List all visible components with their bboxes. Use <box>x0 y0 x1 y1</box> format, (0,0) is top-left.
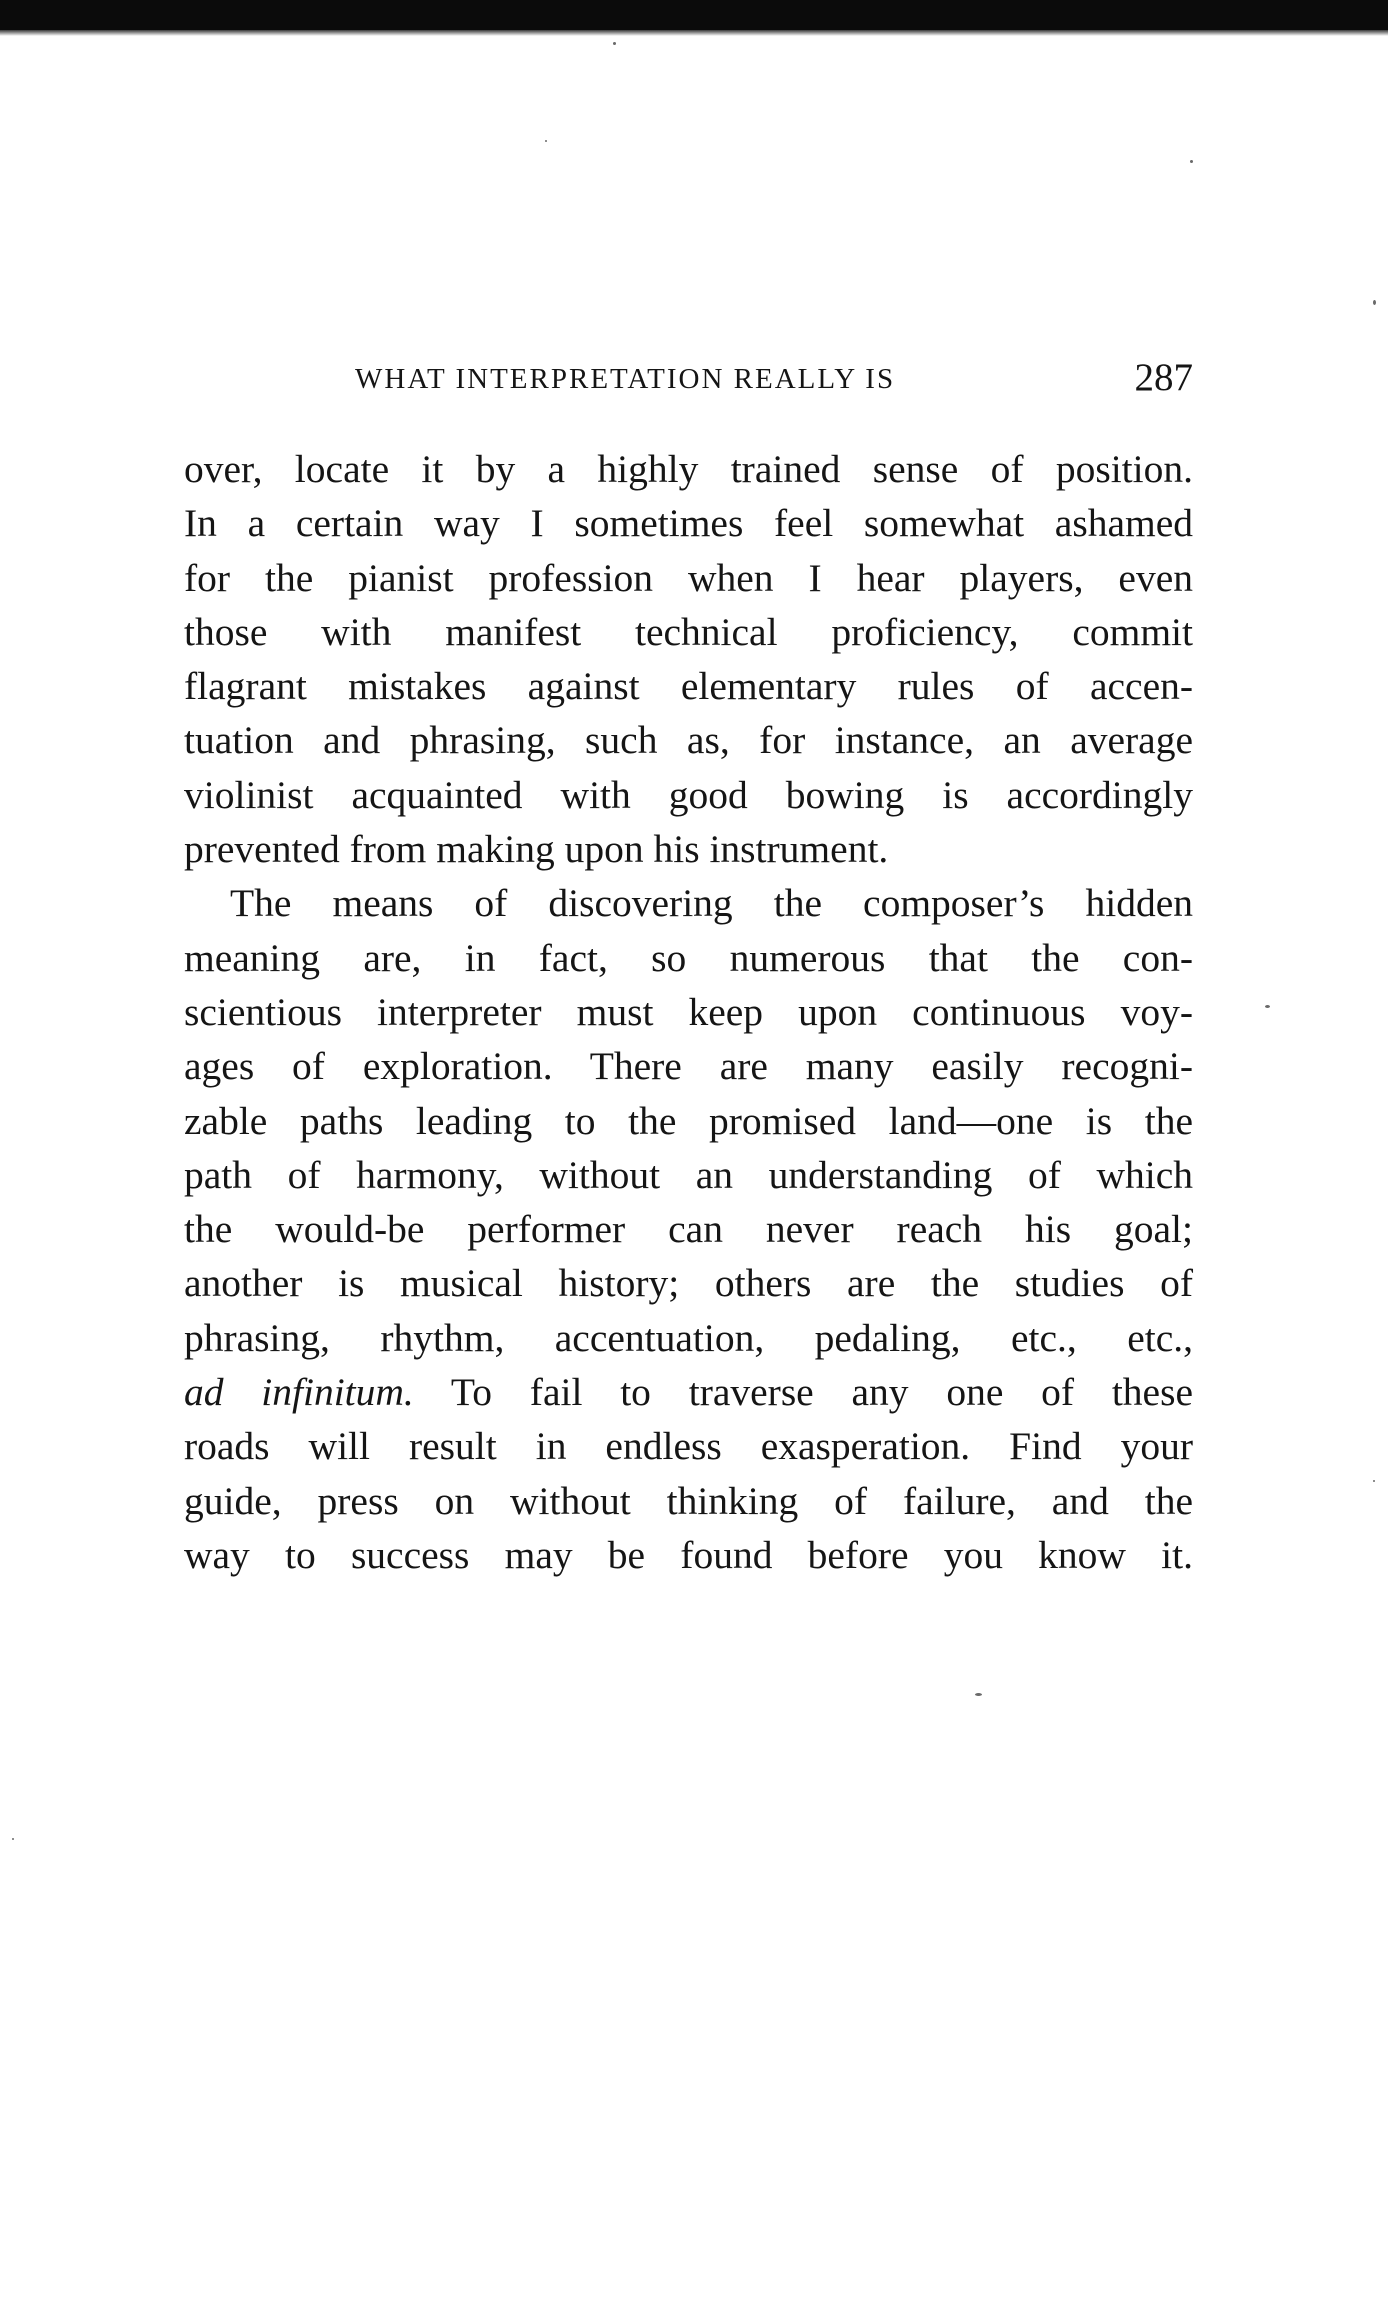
scan-top-edge <box>0 0 1388 30</box>
text-line: another is musical history; others are the studies of <box>184 1261 1193 1306</box>
scan-speck <box>613 42 616 45</box>
text-line: prevented from making upon his instrument. <box>184 827 889 872</box>
scan-top-edge-shadow <box>0 30 1388 36</box>
text-line-rest: To fail to traverse any one of these <box>413 1370 1193 1415</box>
paragraph <box>184 442 1193 876</box>
text-line: the would-be performer can never reach his goal; <box>184 1207 1193 1252</box>
text-line: guide, press on without thinking of failure, and the <box>184 1478 1193 1523</box>
text-line: tuation and phrasing, such as, for instance, an average <box>184 718 1193 763</box>
text-line: violinist acquainted with good bowing is accordingly <box>184 772 1193 817</box>
text-line: those with manifest technical proficiency, commit <box>184 609 1193 654</box>
text-line: scientious interpreter must keep upon continuous voy- <box>184 989 1193 1034</box>
page-number: 287 <box>1134 356 1193 399</box>
text-line-with-italic <box>184 1365 1193 1419</box>
scan-speck <box>12 1838 14 1840</box>
paragraph <box>184 876 1193 1582</box>
scan-speck <box>1373 1480 1375 1482</box>
scan-speck <box>1373 300 1376 305</box>
running-head-title: WHAT INTERPRETATION REALLY IS <box>355 363 896 395</box>
text-line: roads will result in endless exasperation. Find your <box>184 1424 1193 1469</box>
scan-speck <box>545 140 547 142</box>
scan-speck <box>975 1693 982 1696</box>
text-line: zable paths leading to the promised land—one is the <box>184 1098 1193 1143</box>
text-line: meaning are, in fact, so numerous that the con- <box>184 935 1193 980</box>
text-line: path of harmony, without an understanding of which <box>184 1152 1193 1197</box>
text-line: In a certain way I sometimes feel somewhat ashamed <box>184 501 1193 546</box>
italic-phrase: ad infinitum. <box>184 1370 414 1415</box>
text-line: for the pianist profession when I hear players, even <box>184 555 1193 600</box>
text-line: way to success may be found before you know it. <box>184 1532 1193 1577</box>
body-text <box>184 442 1193 1582</box>
text-line: ages of exploration. There are many easily recogni- <box>184 1044 1193 1089</box>
scan-speck <box>1190 160 1193 163</box>
running-head <box>355 355 1193 405</box>
text-line: flagrant mistakes against elementary rules of accen- <box>184 664 1193 709</box>
text-line: over, locate it by a highly trained sense of position. <box>184 447 1193 491</box>
text-line: The means of discovering the composer’s hidden <box>230 881 1193 926</box>
scan-speck <box>1265 1005 1270 1008</box>
text-line: phrasing, rhythm, accentuation, pedaling, etc., etc., <box>184 1315 1193 1360</box>
